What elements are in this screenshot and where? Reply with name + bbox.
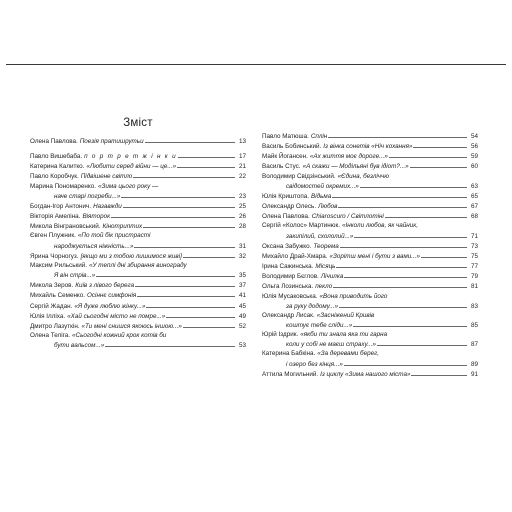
toc-author: Ярина Чорногуз. xyxy=(30,252,79,260)
toc-author: Оксана Забужко. xyxy=(262,242,312,250)
toc-page-number: 85 xyxy=(470,321,478,329)
toc-page-number: 81 xyxy=(470,283,478,291)
toc-poem-title: «Єдина, безліччю xyxy=(337,172,390,180)
toc-entry xyxy=(262,172,478,181)
toc-poem-title: «По той бік пристрасті xyxy=(77,232,151,240)
toc-poem-title: «А скажи — Модільяні був ідіот?...» xyxy=(302,163,409,171)
toc-entry xyxy=(262,241,478,251)
toc-author: Михайль Семенко. xyxy=(30,292,85,300)
dot-leader xyxy=(183,321,235,328)
toc-page-number: 26 xyxy=(238,213,246,221)
toc-author: Юлія Криштопа. xyxy=(262,192,310,200)
toc-entry xyxy=(262,211,478,221)
toc-author: Олена Павлова. xyxy=(262,213,310,221)
toc-poem-title: Chiaroscuro / Світлотіні xyxy=(311,213,384,221)
dot-leader xyxy=(421,251,467,258)
toc-entry xyxy=(262,369,478,379)
toc-entry-continuation xyxy=(30,270,246,280)
toc-page-number: 52 xyxy=(238,322,246,330)
toc-entry-continuation xyxy=(262,181,478,191)
toc-poem-title: п о р т р е т ж і н к и xyxy=(84,153,177,161)
toc-entry xyxy=(30,301,246,311)
dot-leader xyxy=(121,191,235,198)
toc-poem-title: Підвішене світло xyxy=(80,173,133,181)
toc-entry xyxy=(262,281,478,291)
toc-entry-continuation xyxy=(262,359,478,369)
toc-entry xyxy=(30,280,246,290)
toc-poem-title: Сплін xyxy=(310,133,328,140)
page-top-rule xyxy=(6,64,506,65)
toc-entry-continuation xyxy=(30,191,246,201)
toc-poem-title: Із вінка сонетів «Ніч кохання» xyxy=(323,143,413,151)
toc-page-number: 53 xyxy=(238,342,246,350)
toc-poem-title-cont: наче старі погреби...» xyxy=(54,192,121,200)
toc-page-number: 68 xyxy=(470,213,478,221)
toc-author: Юлія Ілліха. xyxy=(30,312,66,320)
dot-leader xyxy=(340,241,467,248)
toc-author: Сергій Жадан. xyxy=(30,302,73,310)
toc-poem-title: «Інколи любов, як чайник, xyxy=(341,222,418,230)
toc-author: Сергій «Колос» Мартинюк. xyxy=(262,222,340,230)
toc-page-number: 91 xyxy=(470,370,478,378)
toc-entry xyxy=(30,161,246,171)
dot-leader xyxy=(177,161,235,168)
toc-author: Олена Теліга. xyxy=(30,331,71,339)
toc-author: Євген Плужник. xyxy=(30,232,76,240)
dot-leader xyxy=(354,231,467,238)
toc-page-number: 35 xyxy=(238,272,246,280)
toc-author: Марина Пономаренко. xyxy=(30,182,96,190)
dot-leader xyxy=(336,261,467,268)
toc-heading: Зміст xyxy=(123,117,153,129)
toc-poem-title: Назавжди xyxy=(93,202,122,210)
toc-entry xyxy=(30,231,246,240)
toc-author: Олександр Лисак. xyxy=(262,311,315,319)
toc-entry xyxy=(262,151,478,161)
toc-entry xyxy=(262,292,478,301)
toc-entry xyxy=(262,201,478,211)
toc-poem-title: Київ з лівого берега xyxy=(75,282,135,290)
toc-page-number: 60 xyxy=(470,163,478,171)
toc-author: Катерина Бабкіна. xyxy=(262,350,316,358)
toc-poem-title: «якби ти знала яка ти гарна xyxy=(300,331,388,339)
toc-page-number: 49 xyxy=(238,312,246,320)
toc-entry xyxy=(262,271,478,281)
toc-poem-title-cont: закипілий, схололий...» xyxy=(286,232,354,240)
dot-leader xyxy=(333,281,467,288)
toc-page-number: 79 xyxy=(470,273,478,281)
toc-poem-title: Кінотриптих xyxy=(102,223,143,231)
toc-poem-title: «Сьогодні кожний крок котів би xyxy=(72,331,167,339)
dot-leader xyxy=(389,151,467,158)
toc-entry xyxy=(30,331,246,340)
toc-page-number: 32 xyxy=(238,252,246,260)
toc-page-number: 75 xyxy=(470,252,478,260)
toc-author: Богдан-Ігор Антонич. xyxy=(30,202,92,210)
toc-page-number: 77 xyxy=(470,263,478,271)
toc-page-number: 45 xyxy=(238,302,246,310)
toc-poem-title: «Засніжений Кривів xyxy=(316,311,375,319)
toc-entry xyxy=(30,151,246,161)
toc-poem-title: [якщо ми з тобою лишимося живі] xyxy=(80,252,182,260)
dot-leader xyxy=(385,211,467,218)
dot-leader xyxy=(344,271,467,278)
toc-author: Володимир Бєглов. xyxy=(262,273,319,281)
toc-entry xyxy=(30,221,246,231)
dot-leader xyxy=(135,280,235,287)
toc-page-number: 89 xyxy=(470,360,478,368)
toc-page-number: 22 xyxy=(238,173,246,181)
toc-page-number: 41 xyxy=(238,292,246,300)
toc-entry xyxy=(262,221,478,230)
toc-page-number: 28 xyxy=(238,223,246,231)
toc-poem-title-cont: народжується ніжність...» xyxy=(54,242,134,250)
toc-entry xyxy=(30,211,246,221)
toc-author: Павло Вишебаба. xyxy=(30,153,83,161)
toc-poem-title: пекло xyxy=(315,283,333,291)
toc-entry xyxy=(30,201,246,211)
toc-entry xyxy=(30,251,246,261)
toc-page-number: 25 xyxy=(238,202,246,210)
dot-leader xyxy=(410,161,467,168)
toc-poem-title: Віяторок xyxy=(82,213,111,221)
toc-poem-title: Лічилка xyxy=(320,273,344,281)
toc-page-number: 65 xyxy=(470,192,478,200)
toc-page-number: 21 xyxy=(238,163,246,171)
toc-author: Катерина Калитко. xyxy=(30,163,85,171)
toc-page-number: 73 xyxy=(470,242,478,250)
dot-leader xyxy=(123,201,235,208)
toc-page-number: 23 xyxy=(238,192,246,200)
toc-entry xyxy=(262,161,478,171)
toc-poem-title: «Любити серед війни — це...» xyxy=(86,163,177,171)
dot-leader xyxy=(145,136,235,143)
toc-poem-title-cont: і озеро без кінця...» xyxy=(286,360,343,368)
toc-poem-title: «Зорітш мені і бути з вами...» xyxy=(329,252,421,260)
toc-poem-title: «Зима цього року — xyxy=(97,182,159,190)
toc-author: Ольга Лозинська. xyxy=(262,283,314,291)
toc-page-number: 17 xyxy=(238,153,246,161)
toc-author: Володимир Свідзінський. xyxy=(262,172,336,180)
dot-leader xyxy=(96,270,235,277)
toc-entry-continuation xyxy=(262,231,478,241)
toc-page-number: 56 xyxy=(470,143,478,151)
toc-poem-title-cont: коштує тебе сліди...» xyxy=(286,321,353,329)
toc-poem-title: Поезія пратишрутьи xyxy=(79,138,144,145)
toc-page-number: 13 xyxy=(238,138,246,145)
toc-poem-title: «Ах життя моє дороге...» xyxy=(309,153,388,161)
dot-leader xyxy=(183,251,235,258)
toc-author: Ірина Сажинська. xyxy=(262,263,314,271)
toc-entry xyxy=(30,171,246,181)
toc-poem-title: «У теплі дні збирання винограду xyxy=(89,261,187,269)
toc-author: Василь Бобинський. xyxy=(262,143,322,151)
toc-page-number: 63 xyxy=(470,182,478,190)
toc-poem-title: Із циклу «Зима нашого міста» xyxy=(320,370,411,378)
dot-leader xyxy=(137,290,235,297)
toc-entry xyxy=(262,191,478,201)
toc-poem-title: «Вона приводить його xyxy=(319,292,388,300)
toc-poem-title-cont: Я він стрів...» xyxy=(54,272,96,280)
dot-leader xyxy=(377,339,467,346)
toc-entry-continuation xyxy=(30,340,246,350)
toc-page-number: 31 xyxy=(238,242,246,250)
toc-page-number: 83 xyxy=(470,302,478,310)
dot-leader xyxy=(166,311,235,318)
toc-author: Олена Павлова. xyxy=(30,138,78,145)
dot-leader xyxy=(111,211,235,218)
toc-poem-title: «За деревами берег, xyxy=(317,350,379,358)
toc-author: Микола Зеров. xyxy=(30,282,74,290)
dot-leader xyxy=(105,340,235,347)
toc-entry xyxy=(262,261,478,271)
toc-entry-continuation xyxy=(30,241,246,251)
toc-poem-title: «Ти мені снишся якоюсь іншою...» xyxy=(81,322,182,330)
dot-leader xyxy=(328,131,467,138)
dot-leader xyxy=(146,301,235,308)
toc-poem-title: Відьма xyxy=(311,192,332,200)
toc-page-number: 59 xyxy=(470,153,478,161)
toc-entry xyxy=(262,251,478,261)
dot-leader xyxy=(353,320,467,327)
toc-page-number: 87 xyxy=(470,341,478,349)
toc-entry-continuation xyxy=(262,339,478,349)
toc-author: Юлія Мусаковська. xyxy=(262,292,318,300)
dot-leader xyxy=(344,359,467,366)
toc-entry xyxy=(30,182,246,191)
toc-poem-title-cont: за руку додому...» xyxy=(286,302,339,310)
dot-leader xyxy=(338,201,467,208)
toc-page-number: 71 xyxy=(470,232,478,240)
dot-leader xyxy=(413,141,467,148)
right-page xyxy=(262,131,478,379)
left-page xyxy=(30,116,246,350)
toc-entry xyxy=(262,131,478,141)
toc-entry xyxy=(262,141,478,151)
toc-entry xyxy=(30,311,246,321)
toc-author: Аттила Могильний. xyxy=(262,370,319,378)
toc-page-number: 37 xyxy=(238,282,246,290)
toc-poem-title-cont: коли у собі не маєш страху...» xyxy=(286,341,376,349)
toc-author: Павло Коробчук. xyxy=(30,173,79,181)
toc-page-number: 67 xyxy=(470,203,478,211)
toc-author: Максим Рильський. xyxy=(30,261,88,269)
toc-author: Дмитро Лазуткін. xyxy=(30,322,80,330)
toc-entry xyxy=(30,290,246,300)
dot-leader xyxy=(332,191,467,198)
dot-leader xyxy=(360,181,467,188)
toc-poem-title: Місяць xyxy=(315,263,336,271)
toc-poem-title: Любов xyxy=(318,203,338,211)
toc-author: Юрій Іздрик. xyxy=(262,331,299,339)
dot-leader xyxy=(178,151,235,158)
toc-entry-continuation xyxy=(262,301,478,311)
toc-page-number: 54 xyxy=(470,133,478,140)
toc-entry xyxy=(262,349,478,358)
dot-leader xyxy=(134,241,235,248)
dot-leader xyxy=(339,301,467,308)
dot-leader xyxy=(143,221,235,228)
toc-author: Олександр Олесь. xyxy=(262,203,317,211)
toc-entry xyxy=(30,321,246,331)
toc-author: Василь Стус. xyxy=(262,163,301,171)
toc-poem-title: «Я дуже люблю жінку...» xyxy=(74,302,146,310)
toc-entry xyxy=(262,311,478,320)
toc-poem-title: «Хай сьогодні місто не помре...» xyxy=(67,312,166,320)
toc-poem-title: Осіннє симфонія xyxy=(87,292,137,300)
toc-author: Микола Вінграновський. xyxy=(30,223,101,231)
toc-author: Вікторія Амеліна. xyxy=(30,213,81,221)
toc-author: Михайло Драй-Хмара. xyxy=(262,252,328,260)
toc-author: Павло Матюша. xyxy=(262,133,309,140)
toc-entry xyxy=(30,261,246,270)
toc-poem-title: Теорема xyxy=(313,242,339,250)
toc-list-left xyxy=(30,136,246,350)
toc-entry-continuation xyxy=(262,320,478,330)
dot-leader xyxy=(411,369,467,376)
toc-entry xyxy=(30,136,246,146)
toc-entry xyxy=(262,330,478,339)
dot-leader xyxy=(133,171,235,178)
toc-poem-title-cont: свідомостей окремих...» xyxy=(286,182,359,190)
toc-list-right xyxy=(262,131,478,379)
toc-poem-title-cont: бути вальсом...» xyxy=(54,342,105,350)
toc-author: Майк Йогансен. xyxy=(262,153,308,161)
